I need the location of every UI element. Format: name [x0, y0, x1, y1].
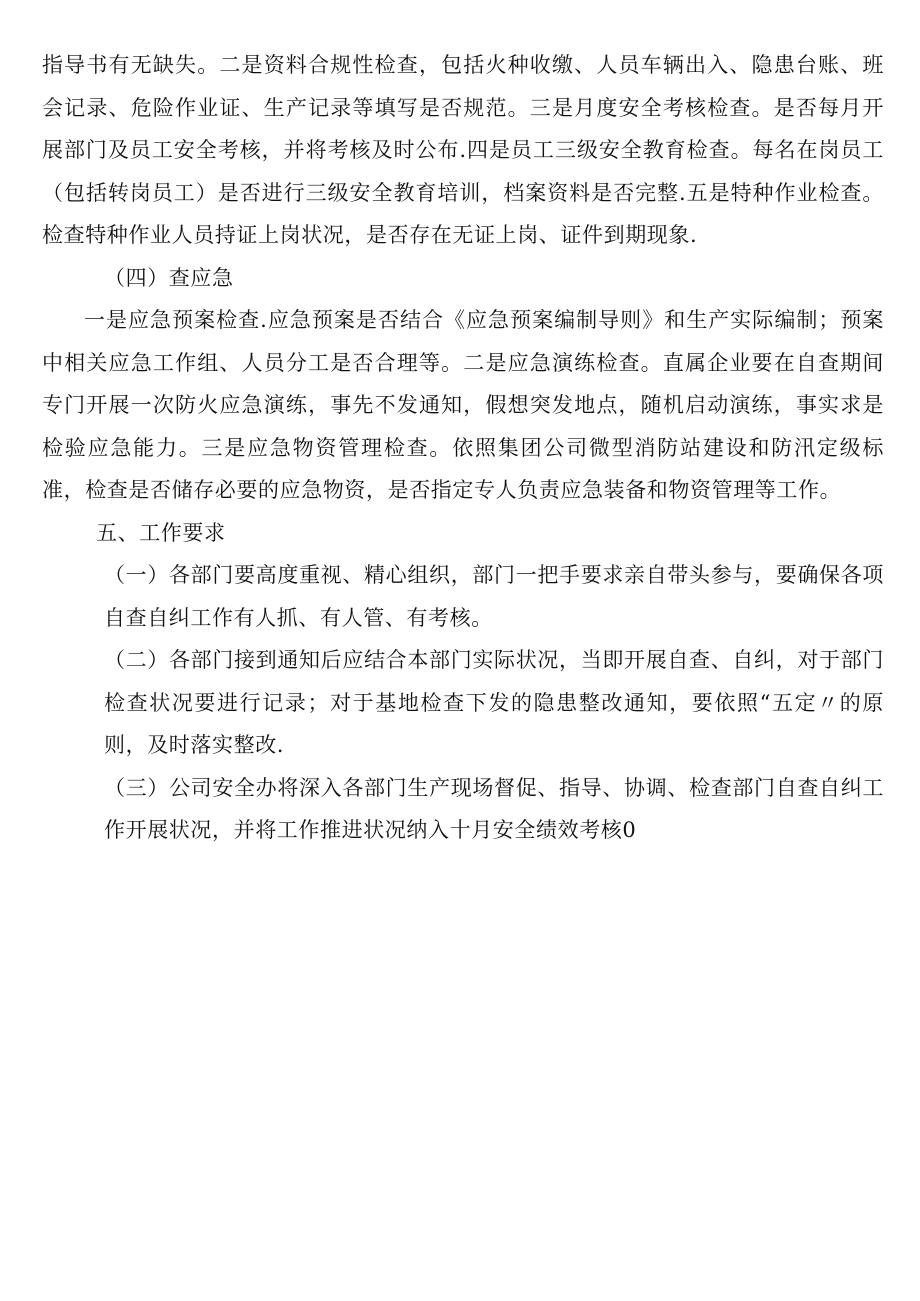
heading-emergency-check: （四）查应急	[104, 265, 234, 290]
paragraph-safety-checks: 指导书有无缺失。二是资料合规性检查，包括火种收缴、人员车辆出入、隐患台账、班会记录、危险作业证、生产记录等填写是否规范。三是月度安全考核检查。是否每月开展部门及员工安全考核，并将考核及时公布.四是员工三级安全教育检查。每名在岗员工（包括转岗员工）是否进行三级安全教育培训，档案资料是否完整.五是特种作业检查。检查特种作业人员持证上岗状况，是否存在无证上岗、证件到期现象.	[42, 53, 884, 247]
paragraph-requirement-2: （二）各部门接到通知后应结合本部门实际状况，当即开展自查、自纠，对于部门检查状况要进行记录；对于基地检查下发的隐患整改通知，要依照“五定〃的原则，及时落实整改.	[104, 648, 884, 757]
paragraph-requirement-3: （三）公司安全办将深入各部门生产现场督促、指导、协调、检查部门自查自纠工作开展状况，并将工作推进状况纳入十月安全绩效考核0	[104, 775, 884, 842]
paragraph-requirement-1: （一）各部门要高度重视、精心组织，部门一把手要求亲自带头参与，要确保各项自查自纠工作有人抓、有人管、有考核。	[104, 563, 884, 630]
heading-work-requirements: 五、工作要求	[96, 520, 226, 545]
paragraph-emergency: 一是应急预案检查.应急预案是否结合《应急预案编制导则》和生产实际编制；预案中相关应急工作组、人员分工是否合理等。二是应急演练检查。直属企业要在自查期间专门开展一次防火应急演练，事先不发通知，假想突发地点，随机启动演练，事实求是检验应急能力。三是应急物资管理检查。依照集团公司微型消防站建设和防汛定级标准，检查是否储存必要的应急物资，是否指定专人负责应急装备和物资管理等工作。	[42, 308, 884, 502]
